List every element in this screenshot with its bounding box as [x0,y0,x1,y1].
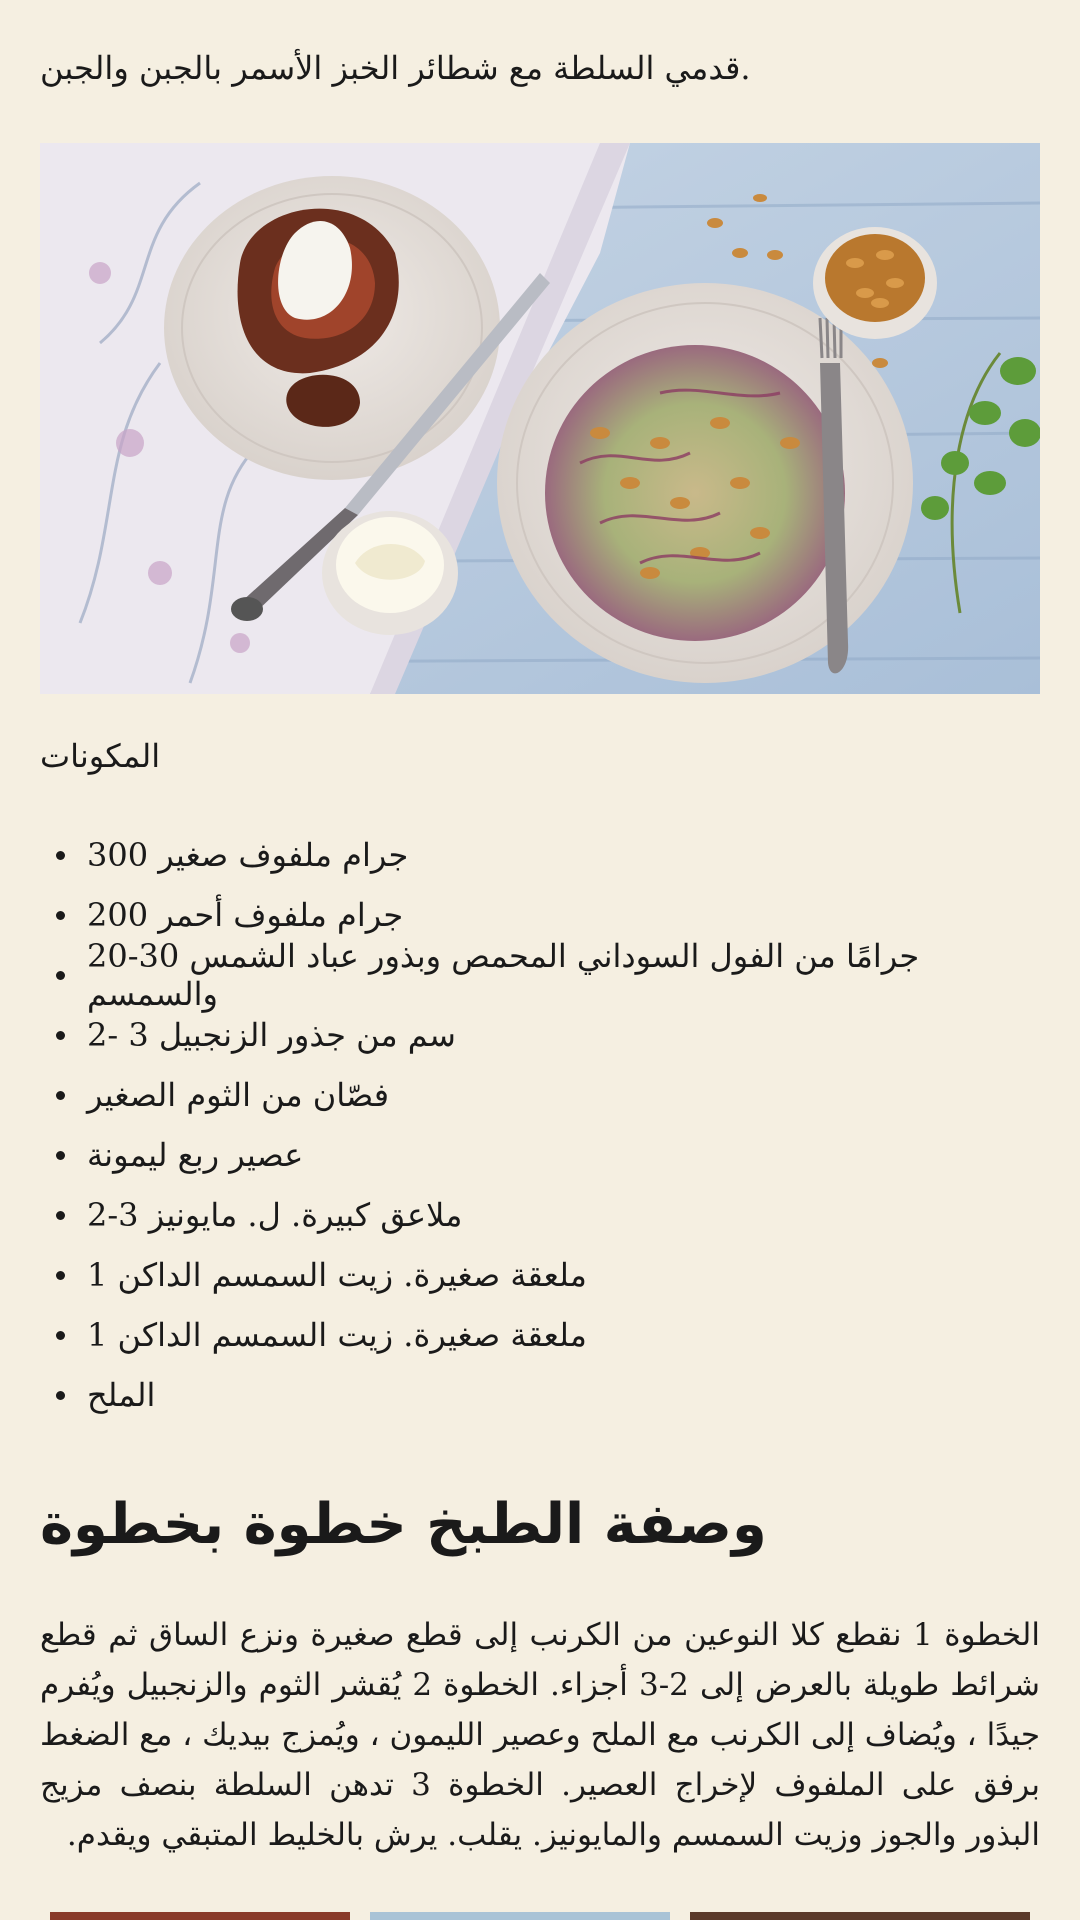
list-item [40,1185,1040,1245]
bullet-icon [56,1391,65,1400]
list-item [40,1245,1040,1305]
list-item [40,885,1040,945]
list-item [40,1005,1040,1065]
bullet-icon [56,1091,65,1100]
list-item [40,1365,1040,1425]
steps-body: الخطوة 1 نقطع كلا النوعين من الكرنب إلى قطع صغيرة ونزع الساق ثم قطع شرائط طويلة بالعرض إلى 2-3 أجزاء. الخطوة 2 يُقشر الثوم والزنجبيل ويُفرم جيدًا ، ويُضاف إلى الكرنب مع الملح وعصير الليمون ، ويُمزج بيديك ، مع الضغط برفق على الملفوف لإخراج العصير. الخطوة 3 تدهن السلطة بنصف مزيج البذور والجوز وزيت السمسم والمايونيز. يقلب. يرش بالخليط المتبقي ويقدم. [40,1617,1040,1853]
ingredient-text: 200 جرام ملفوف أحمر [87,896,404,934]
ingredient-text: 1 ملعقة صغيرة. زيت السمسم الداكن [87,1316,587,1354]
list-item [40,1065,1040,1125]
bullet-icon [56,1271,65,1280]
next-image-preview [50,1912,350,1920]
next-image-preview [690,1912,1030,1920]
ingredients-title: المكونات [40,737,161,775]
bullet-icon [56,1151,65,1160]
list-item [40,937,1040,1013]
list-item [40,1305,1040,1365]
next-image-preview [370,1912,670,1920]
ingredient-text: 1 ملعقة صغيرة. زيت السمسم الداكن [87,1256,587,1294]
bullet-icon [56,851,65,860]
intro-text: قدمي السلطة مع شطائر الخبز الأسمر بالجبن والجبن. [40,49,751,87]
bullet-icon [56,1211,65,1220]
list-item [40,1125,1040,1185]
bullet-icon [56,971,65,980]
ingredient-text: 2- 3 سم من جذور الزنجبيل [87,1016,456,1054]
ingredient-text: 2-3 ملاعق كبيرة. ل. مايونيز [87,1196,463,1234]
salad-photo [40,143,1040,694]
steps-heading: وصفة الطبخ خطوة بخطوة [40,1492,767,1557]
ingredients-list [40,825,1040,1425]
bullet-icon [56,1031,65,1040]
ingredient-text: 300 جرام ملفوف صغير [87,836,409,874]
bullet-icon [56,911,65,920]
ingredient-text: فصّان من الثوم الصغير [87,1076,390,1114]
ingredient-text: 20-30 جرامًا من الفول السوداني المحمص وبذور عباد الشمس والسمسم [87,937,920,1013]
bullet-icon [56,1331,65,1340]
ingredient-text: عصير ربع ليمونة [87,1136,304,1174]
list-item [40,825,1040,885]
ingredient-text: الملح [87,1376,156,1414]
